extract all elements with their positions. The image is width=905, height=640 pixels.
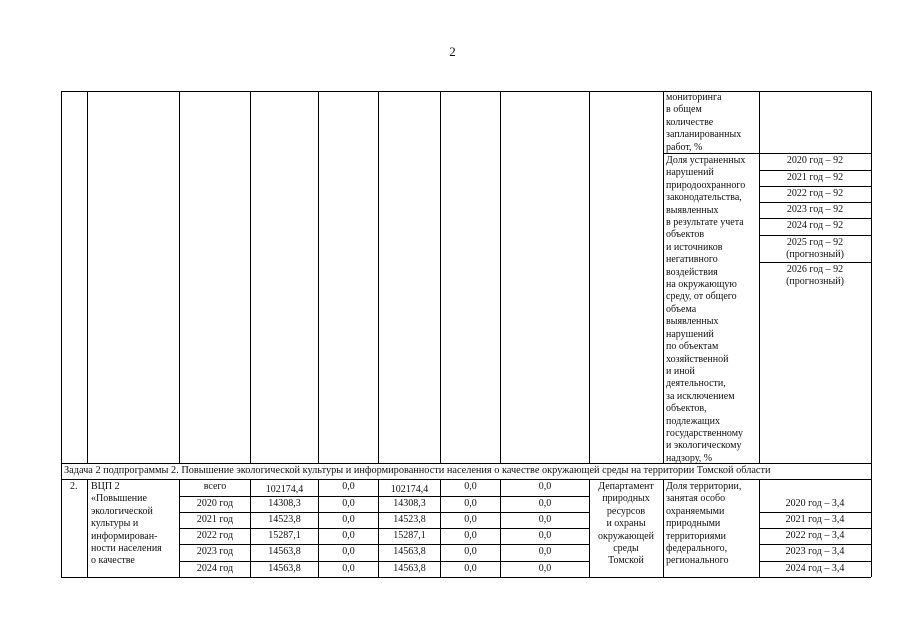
rule-period-5 — [179, 561, 589, 562]
col-rule-12 — [871, 91, 872, 577]
col-rule-9 — [589, 91, 590, 463]
col-rule-10 — [663, 91, 664, 463]
rule-target-7 — [759, 262, 871, 263]
rule-task-top — [61, 463, 871, 464]
amount-other: 0,0 — [538, 530, 552, 541]
amount-other: 0,0 — [538, 563, 552, 574]
col-rule-8 — [500, 91, 501, 463]
target-value: 2024 год – 92 — [786, 220, 844, 231]
rule-target-1 — [759, 153, 871, 154]
amount-regional: 14523,8 — [393, 514, 426, 525]
target-value: 2021 год – 3,4 — [785, 514, 845, 525]
period-label: 2022 год — [196, 530, 234, 541]
amount-local: 0,0 — [464, 514, 477, 525]
amount-federal: 0,0 — [342, 514, 355, 525]
amount-regional: 14563,8 — [393, 563, 426, 574]
rule-target-4 — [759, 202, 871, 203]
amount-local: 0,0 — [464, 481, 477, 492]
amount-federal: 0,0 — [342, 498, 355, 509]
rule-target-b2 — [759, 528, 871, 529]
amount-total: 14563,8 — [268, 546, 301, 557]
col-rule-5 — [318, 91, 319, 463]
amount-total: 14308,3 — [268, 498, 301, 509]
rule-target-6 — [759, 235, 871, 236]
period-label: 2023 год — [196, 546, 234, 557]
rule-target-5 — [759, 218, 871, 219]
amount-federal: 0,0 — [342, 481, 355, 492]
executor-name: Департамент природных ресурсов и охраны окружающей среды Томской — [598, 481, 654, 567]
col-rule-2b — [87, 479, 88, 577]
amount-federal: 0,0 — [342, 530, 355, 541]
page-number: 2 — [449, 44, 456, 59]
rule-period-4 — [179, 544, 589, 545]
rule-period-3 — [179, 528, 589, 529]
target-value: 2023 год – 92 — [786, 204, 844, 215]
amount-regional: 102174,4 — [390, 484, 429, 495]
amount-total: 14523,8 — [268, 514, 301, 525]
col-rule-3 — [179, 91, 180, 463]
amount-regional: 14563,8 — [393, 546, 426, 557]
row-number: 2. — [70, 481, 78, 492]
target-value: 2026 год – 92 (прогнозный) — [786, 264, 844, 288]
amount-total: 15287,1 — [268, 530, 301, 541]
amount-regional: 15287,1 — [393, 530, 426, 541]
amount-total: 102174,4 — [265, 484, 304, 495]
target-value: 2022 год – 92 — [786, 188, 844, 199]
target-value: 2023 год – 3,4 — [785, 546, 845, 557]
col-rule-1 — [61, 91, 62, 577]
amount-regional: 14308,3 — [393, 498, 426, 509]
target-value: 2020 год – 92 — [786, 155, 844, 166]
col-rule-4 — [250, 91, 251, 463]
amount-federal: 0,0 — [342, 563, 355, 574]
target-value: 2020 год – 3,4 — [785, 498, 845, 509]
col-rule-7 — [440, 91, 441, 463]
col-rule-6 — [378, 91, 379, 463]
table-bottom-border — [61, 577, 871, 578]
period-label: 2021 год — [196, 514, 234, 525]
col-rule-2 — [87, 91, 88, 463]
table-top-border — [61, 91, 871, 92]
period-label: всего — [203, 481, 227, 492]
amount-other: 0,0 — [538, 481, 552, 492]
rule-target-b1 — [759, 512, 871, 513]
rule-task-bottom — [61, 479, 871, 480]
amount-total: 14563,8 — [268, 563, 301, 574]
rule-target-3 — [759, 186, 871, 187]
program-name: ВЦП 2 «Повышение экологической культуры и информирован- ности населения о качестве — [91, 481, 162, 567]
period-label: 2024 год — [196, 563, 234, 574]
rule-target-2 — [759, 170, 871, 171]
amount-local: 0,0 — [464, 498, 477, 509]
indicator-top-text: мониторинга в общем количестве запланированных работ, % — [666, 92, 742, 153]
amount-other: 0,0 — [538, 546, 552, 557]
indicator-main-text: Доля устраненных нарушений природоохранного законодательства, выявленных в результате учета объектов и источников негативного воздействия на окружающую среду, от общего объема выявленных нарушений по объектам хозяйственной и иной деятельности, за исключением объектов, подлежащих государственному и экологическому надзору, % — [666, 155, 746, 464]
col-rule-10b — [663, 479, 664, 577]
target-value: 2024 год – 3,4 — [785, 563, 845, 574]
amount-local: 0,0 — [464, 530, 477, 541]
rule-target-b4 — [759, 561, 871, 562]
target-value: 2021 год – 92 — [786, 172, 844, 183]
amount-other: 0,0 — [538, 498, 552, 509]
task-header: Задача 2 подпрограммы 2. Повышение экологической культуры и информированности населения о качестве окружающей среды на территории Томской области — [64, 465, 771, 476]
amount-other: 0,0 — [538, 514, 552, 525]
target-value: 2022 год – 3,4 — [785, 530, 845, 541]
row2-indicator-text: Доля территории, занятая особо охраняемыми природными территориями федерального, регионального — [666, 481, 742, 567]
amount-local: 0,0 — [464, 563, 477, 574]
target-value: 2025 год – 92 (прогнозный) — [786, 237, 844, 261]
rule-target-b3 — [759, 544, 871, 545]
amount-local: 0,0 — [464, 546, 477, 557]
rule-period-2 — [179, 512, 589, 513]
period-label: 2020 год — [196, 498, 234, 509]
amount-federal: 0,0 — [342, 546, 355, 557]
